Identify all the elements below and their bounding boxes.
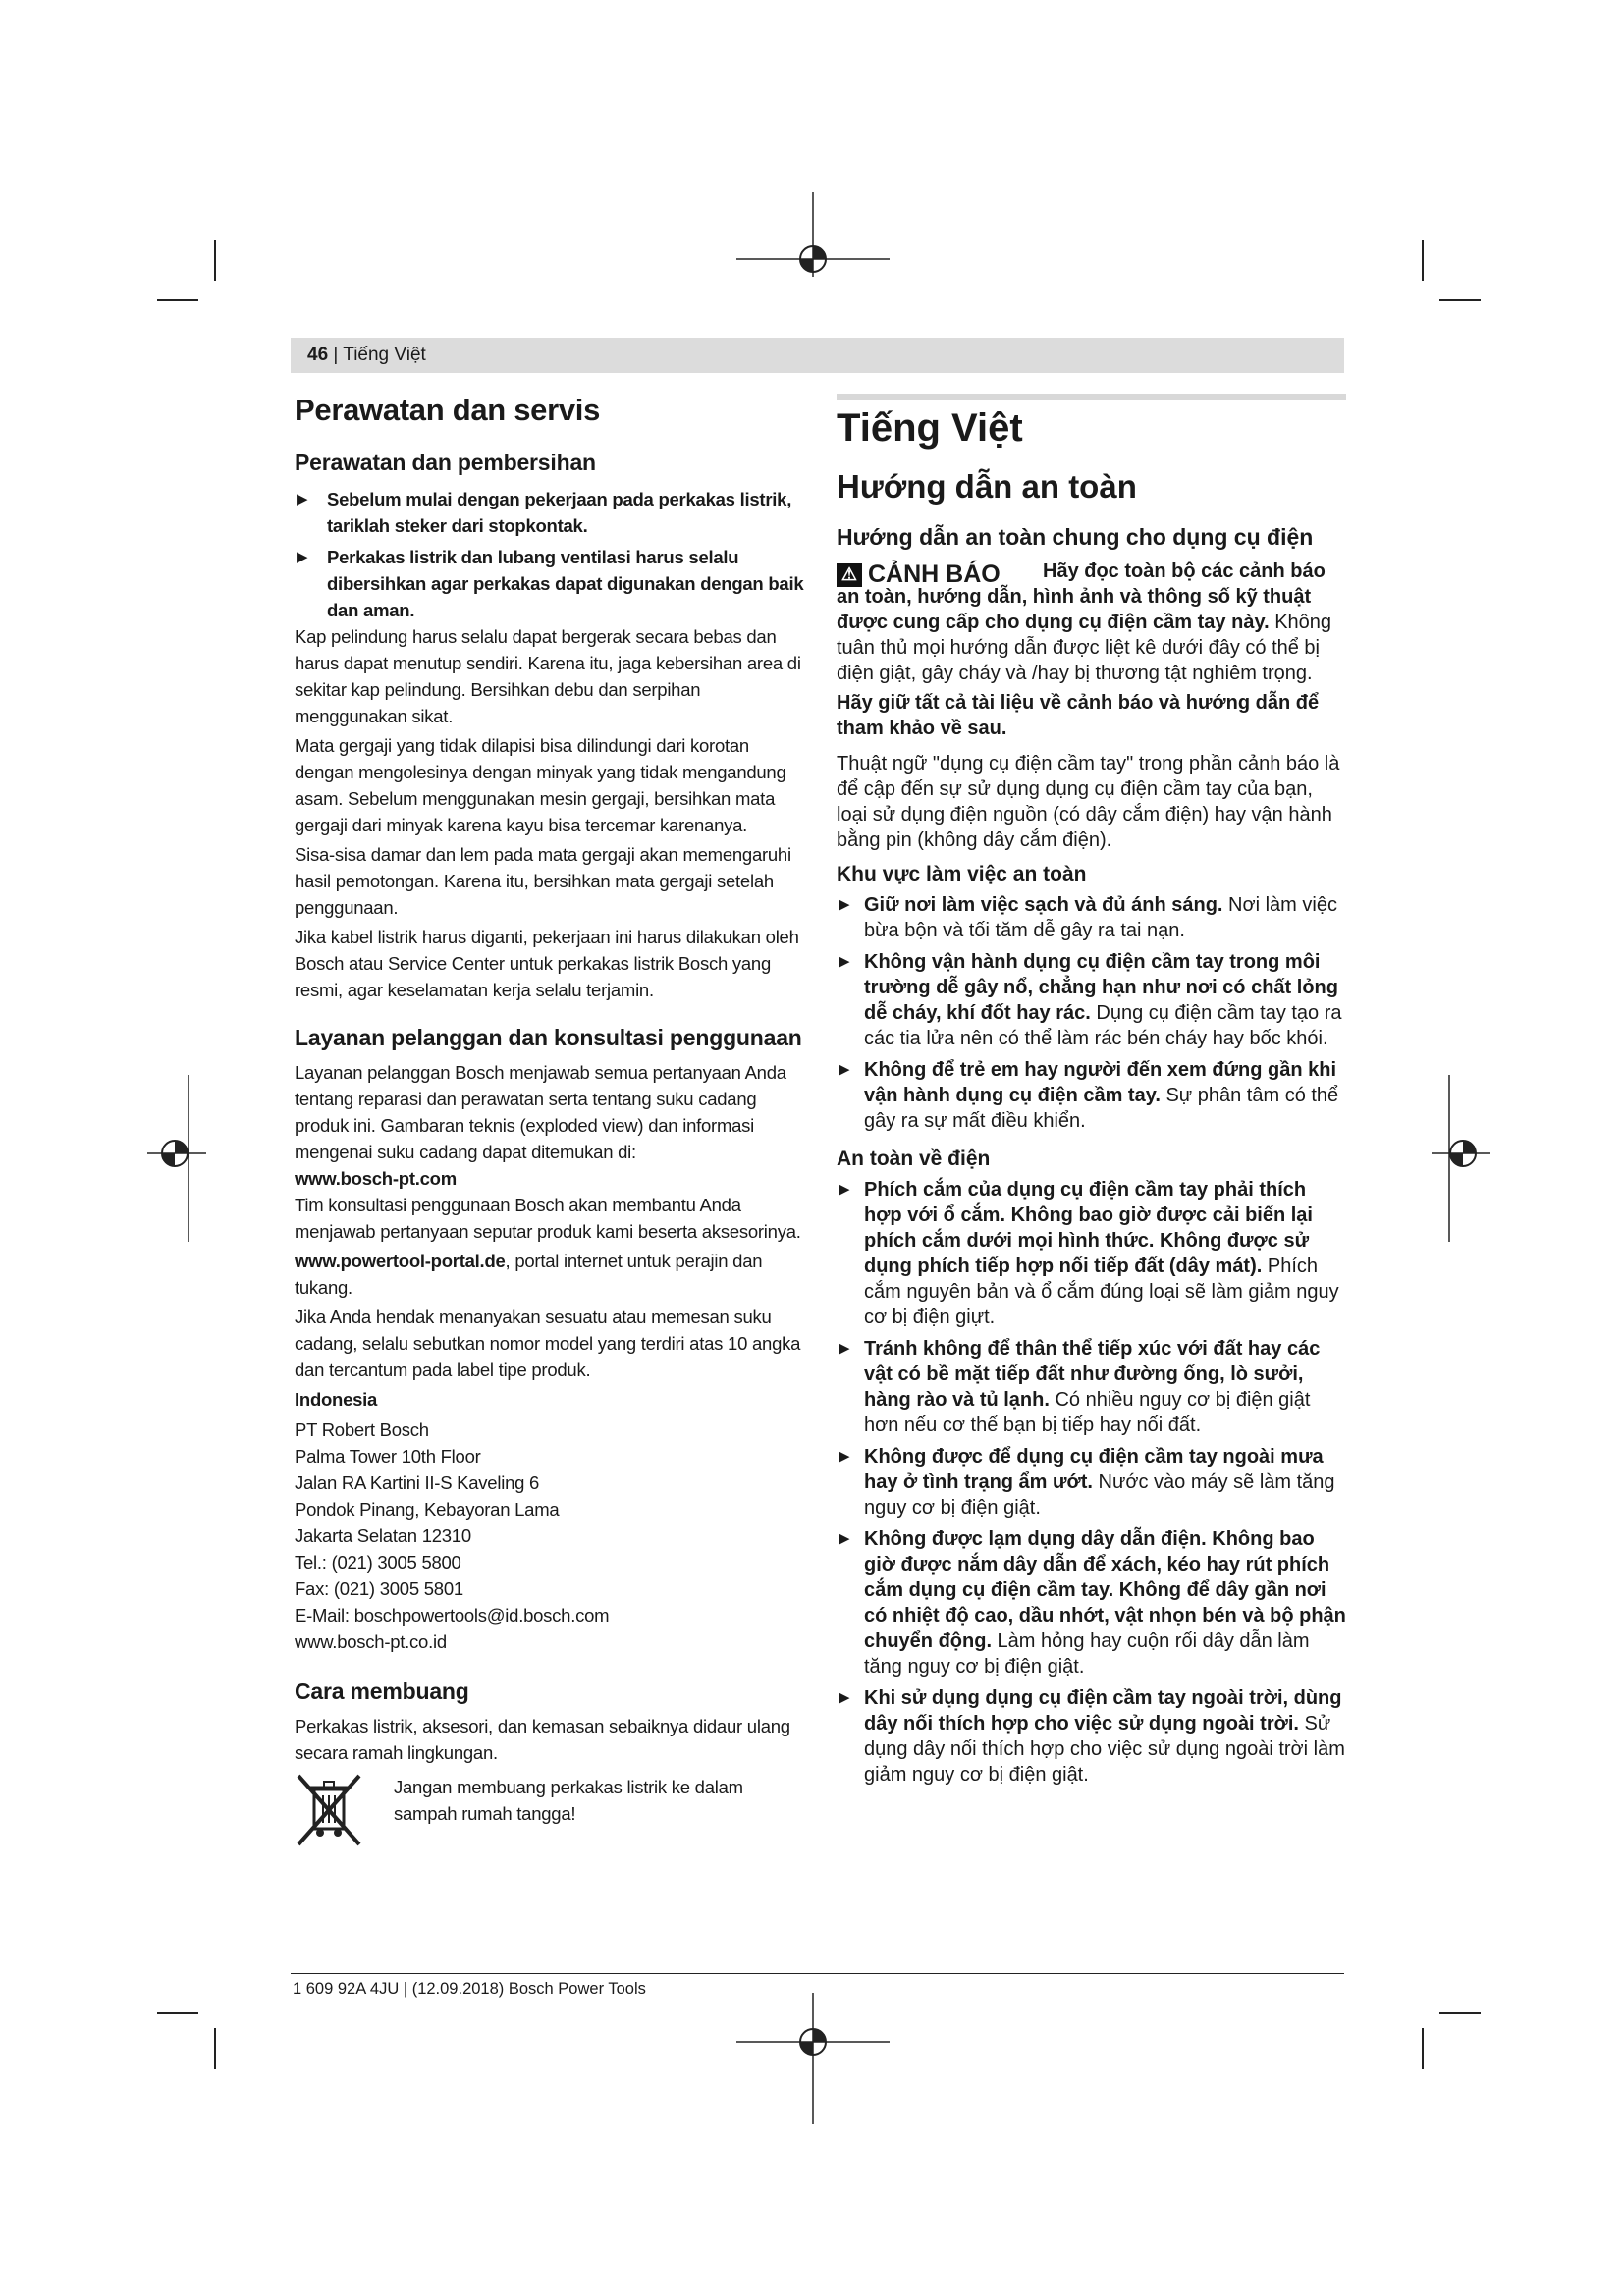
address-line: Palma Tower 10th Floor: [295, 1446, 481, 1467]
address-block: [295, 1416, 805, 1655]
list-item: ▶ Perkakas listrik dan lubang ventilasi harus selalu dibersihkan agar perkakas dapat digunakan dengan baik dan aman.: [295, 544, 805, 623]
paragraph: Perkakas listrik, aksesori, dan kemasan sebaiknya didaur ulang secara ramah lingkungan.: [295, 1716, 790, 1763]
section-title-maintenance: Perawatan dan servis: [295, 393, 601, 427]
bullet-arrow-icon: ▶: [839, 953, 850, 970]
address-line: Jakarta Selatan 12310: [295, 1525, 471, 1546]
warning-text: Hãy đọc toàn bộ các cảnh báo an toàn, hướng dẫn, hình ảnh và thông số kỹ thuật được cung cấp cho dụng cụ điện cầm tay này. Không tuân thủ mọi hướng dẫn được liệt kê dưới đây có thể bị điện giật, gây cháy và /hay bị thương tật nghiêm trọng.: [837, 561, 1332, 684]
list-item: ▶ Tránh không để thân thể tiếp xúc với đất hay các vật có bề mặt tiếp đất như đường ống, lò sưởi, hàng rào và tủ lạnh. Có nhiều nguy cơ bị điện giật hơn nếu cơ thể bạn bị tiếp hay nối đất.: [839, 1338, 1321, 1436]
list-item: ▶ Không để trẻ em hay người đến xem đứng gần khi vận hành dụng cụ điện cầm tay. Sự phân tâm có thể gây ra sự mất điều khiển.: [839, 1059, 1339, 1132]
subheading-disposal: Cara membuang: [295, 1679, 469, 1704]
list-item: ▶ Sebelum mulai dengan pekerjaan pada perkakas listrik, tariklah steker dari stopkontak.: [295, 486, 805, 539]
subheading-cleaning: Perawatan dan pembersihan: [295, 450, 596, 475]
crossed-bin-icon: [295, 1772, 363, 1848]
list-item: ▶ Giữ nơi làm việc sạch và đủ ánh sáng. Nơi làm việc bừa bộn và tối tăm dễ gây ra tai nạn.: [839, 894, 1337, 941]
term-definition: Thuật ngữ "dụng cụ điện cầm tay" trong phần cảnh báo là để cập đến sự sử dụng dụng cụ điện cầm tay của bạn, loại sử dụng điện nguồn (có dây cắm điện) hay vận hành bằng pin (không dây cắm điện).: [837, 753, 1340, 851]
crop-mark: [1439, 2012, 1481, 2014]
page-header: [291, 338, 1344, 373]
powertool-portal-link[interactable]: www.powertool-portal.de: [295, 1251, 506, 1271]
crop-mark: [1422, 240, 1424, 281]
registration-mark-icon: [1432, 1075, 1490, 1242]
address-line: Pondok Pinang, Kebayoran Lama: [295, 1499, 560, 1520]
list-item: ▶ Phích cắm của dụng cụ điện cầm tay phải thích hợp với ổ cắm. Không bao giờ được cải biến lại phích cắm dưới mọi hình thức. Không được sử dụng phích tiếp hợp nối tiếp đất (dây mát). Phích cắm nguyên bản và ổ cắm đúng loại sẽ làm giảm nguy cơ bị điện giựt.: [839, 1179, 1339, 1328]
left-column: [295, 391, 805, 1856]
address-line: E-Mail: boschpowertools@id.bosch.com: [295, 1605, 610, 1626]
warning-block: [837, 559, 1347, 686]
registration-mark-icon: [736, 192, 890, 330]
bullet-arrow-icon: ▶: [297, 549, 308, 565]
safety-title: Hướng dẫn an toàn: [837, 468, 1137, 505]
bullet-arrow-icon: ▶: [839, 896, 850, 913]
bullet-arrow-icon: ▶: [839, 1061, 850, 1078]
bullet-arrow-icon: ▶: [839, 1530, 850, 1547]
paragraph: Jika Anda hendak menanyakan sesuatu atau memesan suku cadang, selalu sebutkan nomor model yang terdiri atas 10 angka dan tercantum pada label tipe produk.: [295, 1307, 801, 1380]
list-item: ▶ Khi sử dụng dụng cụ điện cầm tay ngoài trời, dùng dây nối thích hợp cho việc sử dụng ngoài trời. Sử dụng dây nối thích hợp cho việc sử dụng ngoài trời làm giảm nguy cơ bị điện giật.: [839, 1687, 1345, 1786]
bullet-arrow-icon: ▶: [839, 1340, 850, 1357]
general-safety-title: Hướng dẫn an toàn chung cho dụng cụ điện: [837, 524, 1314, 550]
list-item: ▶ Không vận hành dụng cụ điện cầm tay trong môi trường dễ gây nổ, chẳng hạn như nơi có chất lỏng dễ cháy, khí đốt hay rác. Dụng cụ điện cầm tay tạo ra các tia lửa nên có thể làm rác bén cháy hay bốc khói.: [839, 951, 1342, 1049]
warning-label: ⚠ CẢNH BÁO: [837, 561, 1001, 589]
address-line: www.bosch-pt.co.id: [295, 1631, 447, 1652]
page-footer: [291, 1973, 1344, 1998]
page-number-label: 46 | Tiếng Việt: [307, 345, 426, 365]
registration-mark-icon: [736, 1993, 890, 2130]
bullet-arrow-icon: ▶: [839, 1448, 850, 1465]
subheading-customer-service: Layanan pelanggan dan konsultasi penggunaan: [295, 1025, 802, 1050]
paragraph: Jika kabel listrik harus diganti, pekerjaan ini harus dilakukan oleh Bosch atau Service Center untuk perkakas listrik Bosch yang resmi, agar keselamatan kerja selalu terjamin.: [295, 927, 799, 1000]
country-heading: Indonesia: [295, 1389, 378, 1410]
bosch-pt-link[interactable]: www.bosch-pt.com: [295, 1168, 457, 1189]
paragraph: Layanan pelanggan Bosch menjawab semua pertanyaan Anda tentang reparasi dan perawatan serta tentang suku cadang produk ini. Gambaran teknis (exploded view) dan informasi mengenai suku cadang dapat ditemukan di:: [295, 1062, 786, 1162]
bullet-arrow-icon: ▶: [839, 1181, 850, 1198]
language-title: Tiếng Việt: [837, 406, 1023, 450]
list-item: ▶ Không được lạm dụng dây dẫn điện. Không bao giờ được nắm dây dẫn để xách, kéo hay rút phích cắm dụng cụ điện cầm tay. Không để dây gần nơi có nhiệt độ cao, dầu nhớt, vật nhọn bén và bộ phận chuyển động. Làm hỏng hay cuộn rối dây dẫn làm tăng nguy cơ bị điện giật.: [839, 1528, 1346, 1678]
disposal-warning: Jangan membuang perkakas listrik ke dalam sampah rumah tangga!: [394, 1777, 743, 1824]
paragraph: www.powertool-portal.de, portal internet untuk perajin dan tukang.: [295, 1251, 763, 1298]
crop-mark: [214, 240, 216, 281]
address-line: PT Robert Bosch: [295, 1419, 429, 1440]
crop-mark: [157, 2012, 198, 2014]
paragraph: Kap pelindung harus selalu dapat bergerak secara bebas dan harus dapat menutup sendiri. Karena itu, jaga kebersihan area di sekitar kap pelindung. Bersihkan debu dan serpihan menggunakan sikat.: [295, 626, 801, 726]
work-area-heading: Khu vực làm việc an toàn: [837, 863, 1087, 885]
crop-mark: [1439, 299, 1481, 301]
electrical-heading: An toàn về điện: [837, 1148, 991, 1170]
warning-icon: ⚠: [837, 563, 862, 587]
footer-text: 1 609 92A 4JU | (12.09.2018) Bosch Power Tools: [293, 1980, 646, 1998]
bullet-arrow-icon: ▶: [839, 1689, 850, 1706]
address-line: Tel.: (021) 3005 5800: [295, 1552, 461, 1573]
paragraph: Sisa-sisa damar dan lem pada mata gergaji akan memengaruhi hasil pemotongan. Karena itu, bersihkan mata gergaji setelah penggunaan.: [295, 844, 791, 918]
disposal-note: [295, 1772, 805, 1856]
registration-mark-icon: [147, 1075, 206, 1242]
paragraph: Mata gergaji yang tidak dilapisi bisa dilindungi dari korotan dengan mengolesinya dengan minyak yang tidak mengandung asam. Sebelum menggunakan mesin gergaji, bersihkan mata gergaji dari minyak karena kayu bisa tercemar karenanya.: [295, 735, 786, 835]
crop-mark: [157, 299, 198, 301]
address-line: Jalan RA Kartini II-S Kaveling 6: [295, 1472, 540, 1493]
paragraph: Tim konsultasi penggunaan Bosch akan membantu Anda menjawab pertanyaan seputar produk kami beserta aksesorinya.: [295, 1195, 801, 1242]
keep-docs-text: Hãy giữ tất cả tài liệu về cảnh báo và hướng dẫn để tham khảo về sau.: [837, 692, 1320, 739]
address-line: Fax: (021) 3005 5801: [295, 1578, 463, 1599]
list-item: ▶ Không được để dụng cụ điện cầm tay ngoài mưa hay ở tình trạng ẩm ướt. Nước vào máy sẽ làm tăng nguy cơ bị điện giật.: [839, 1446, 1335, 1519]
crop-mark: [214, 2028, 216, 2069]
bullet-arrow-icon: ▶: [297, 491, 308, 507]
crop-mark: [1422, 2028, 1424, 2069]
section-divider: [837, 394, 1346, 400]
right-column: [837, 402, 1347, 1788]
